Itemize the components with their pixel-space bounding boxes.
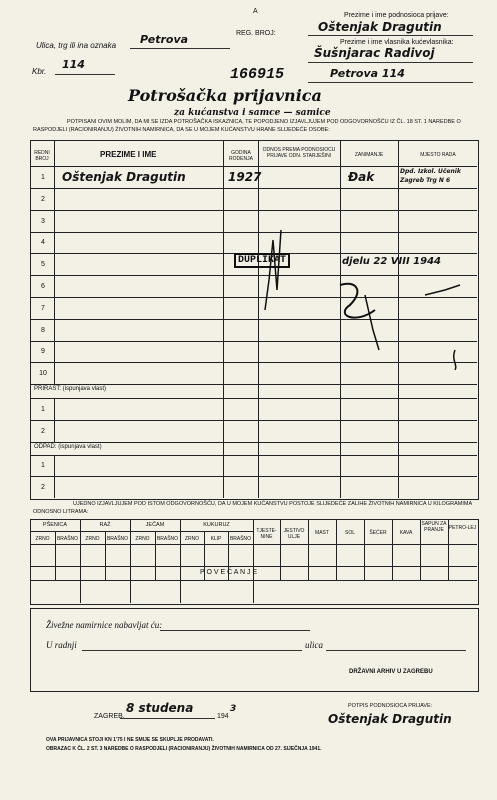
increase-row-number: 2	[41, 428, 45, 435]
sub-grain: ZRNO	[135, 536, 150, 542]
form-intro: POTPISANI OVIM MOLIM, DA MI SE IZDA POTROŠAČKA ISKAZNICA, TE POPODJENO IZJAVLJUJEM POD ODGOVORNOŠĆU IZ ČL. 18 ST. 1 NAREDBE O RASPODJELI (RACIONIRANJU) ŽIVOTNIH NAMIRNICA, DA SE U MOJEM KUĆANSTVU HRANE SLIJEDEĆE OSOBE:	[33, 119, 461, 133]
row-number: 5	[41, 261, 45, 268]
increase-label: PRIRAST: (ispunjava vlast)	[34, 386, 107, 392]
col-name: PREZIME I IME	[100, 150, 157, 159]
row-number: 2	[41, 196, 45, 203]
row-number: 4	[41, 239, 45, 246]
applicant-name: Oštenjak Dragutin	[318, 20, 442, 34]
reg-number-label: REG. BROJ:	[236, 30, 276, 37]
row-number: 9	[41, 348, 45, 355]
group-barley: JEČAM	[145, 522, 165, 528]
sub-grain: ZRNO	[35, 536, 50, 542]
shop-line-label: Živežne namirnice nabavljat ću:	[46, 620, 163, 630]
top-letter: A	[253, 8, 258, 15]
person-name: Oštenjak Dragutin	[62, 170, 186, 184]
house-number-label: Kbr.	[32, 67, 47, 76]
date-value: 8 studena	[126, 701, 194, 715]
form-title: Potrošačka prijavnica	[128, 86, 322, 105]
sub-flour: BRAŠNO	[156, 536, 179, 542]
street-label: Ulica, trg ili ina oznaka	[36, 41, 117, 50]
birth-year: 1927	[228, 170, 262, 184]
row-number: 1	[41, 174, 45, 181]
col-number: REDNI BROJ	[34, 150, 50, 162]
owner-address: Petrova 114	[330, 67, 405, 80]
group-wheat: PŠENICA	[42, 522, 68, 528]
signature-label: POTPIS PODNOSIOCA PRIJAVE:	[348, 703, 433, 709]
col-sugar: ŠEĆER	[369, 530, 387, 536]
occupation: Đak	[348, 170, 375, 184]
year-label: 194	[217, 713, 229, 720]
sub-cob: KLIP	[210, 536, 222, 542]
col-soap: SAPUN ZA PRANJE	[421, 521, 447, 533]
col-year: GODINA RODENJA	[229, 150, 253, 162]
col-salt: SOL	[344, 530, 355, 536]
owner-label: Prezime i ime vlasnika kućevlasnika:	[340, 39, 454, 46]
col-occupation: ZANIMANJE	[354, 152, 384, 158]
row-number: 7	[41, 305, 45, 312]
decrease-row-number: 2	[41, 484, 45, 491]
owner-name: Šušnjarac Radivoj	[314, 46, 435, 60]
workplace: Dpd. Izkol. Učenik Zagreb Trg N 6	[400, 168, 461, 184]
form-subtitle: za kućanstva i samce — samice	[174, 108, 331, 118]
applicant-label: Prezime i ime podnosioca prijave:	[344, 12, 449, 19]
archive-stamp: DRŽAVNI ARHIV U ZAGREBU	[349, 669, 433, 675]
house-number-value: 114	[62, 58, 85, 71]
shop-street-label: ulica	[305, 640, 323, 650]
col-relation: ODNOS PREMA PODNOSIOCU PRIJAVE ODN. STARJEŠINI	[262, 147, 336, 159]
increase-row-label: P O V E Ć A N J E	[200, 569, 258, 576]
sub-flour: BRAŠNO	[106, 536, 129, 542]
sub-grain: ZRNO	[85, 536, 100, 542]
issue-note: djelu 22 VIII 1944	[342, 256, 442, 267]
row-number: 6	[41, 283, 45, 290]
col-coffee: KAVA	[399, 530, 413, 536]
signature: Oštenjak Dragutin	[328, 712, 452, 726]
sub-grain: ZRNO	[184, 536, 200, 542]
row-number: 3	[41, 218, 45, 225]
handwritten-strokes	[255, 210, 470, 370]
street-value: Petrova	[140, 33, 189, 46]
row-number: 10	[39, 370, 47, 377]
sub-flour: BRAŠNO	[229, 536, 252, 542]
price-note: OVA PRIJAVNICA STOJI KN 1'75 I NE SMIJE SE SKUPLJE PRODAVATI.	[46, 737, 214, 743]
form-number: 166915	[230, 66, 285, 83]
decrease-label: ODPAD: (ispunjava vlast)	[34, 444, 102, 450]
shop-name-label: U radnji	[46, 640, 77, 650]
col-oil: JESTIVO ULJE	[283, 528, 305, 540]
col-pasta: TJESTE-NINE	[256, 528, 277, 540]
increase-row-number: 1	[41, 406, 45, 413]
form-note: OBRAZAC K ČL. 2 ST. 3 NAREDBE O RASPODJELI (RACIONIRANJU) ŽIVOTNIH NAMIRNICA OD 27. SIJEČNJA 1941.	[46, 746, 322, 752]
group-rye: RAŽ	[99, 522, 111, 528]
col-workplace: MJESTO RADA	[420, 152, 456, 158]
col-lard: MAST	[315, 530, 329, 536]
stock-intro: UJEDNO IZJAVLJUJEM POD ISTOM ODGOVORNOŠĆU, DA U MOJEM KUĆANSTVU POSTOJE SLIJEDEĆE ZALIHE ŽIVOTNIH NAMIRNICA U KILOGRAMIMA ODNOSNO LITRAMA:	[33, 501, 472, 515]
row-number: 8	[41, 327, 45, 334]
col-petroleum: PETRO-LEJ	[448, 525, 477, 531]
sub-flour: BRAŠNO	[56, 536, 79, 542]
duplicate-stamp: DUPLIKAT	[234, 253, 290, 268]
year-digit: 3	[230, 704, 237, 714]
place-label: ZAGREB,	[94, 713, 125, 720]
decrease-row-number: 1	[41, 462, 45, 469]
group-corn: KUKURUZ	[203, 522, 230, 528]
